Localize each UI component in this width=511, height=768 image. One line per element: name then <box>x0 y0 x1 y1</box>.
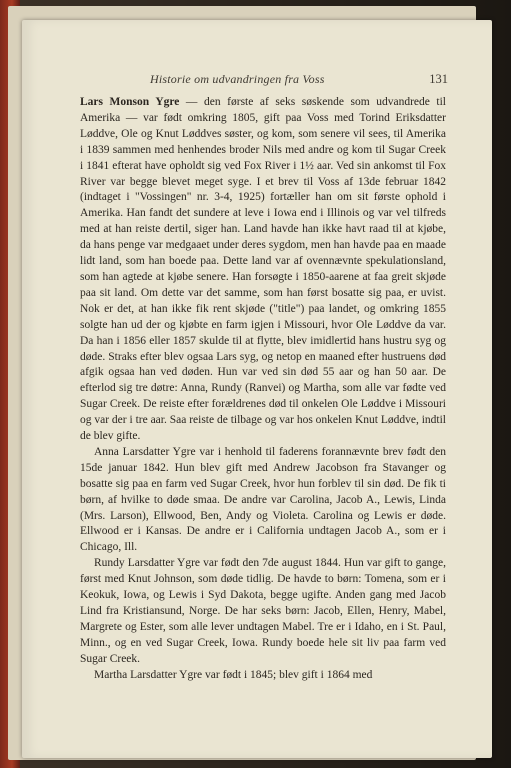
paragraph <box>80 95 446 445</box>
paragraph-text: Rundy Larsdatter Ygre var født den 7de august 1844. Hun var gift to gange, først med Knut Johnson, som døde tidlig. De havde to børn: Tomena, som er i Keokuk, Iowa, og Lewis i Syd Dakota, begge ugifte. Anden gang med Jacob Lind fra Kristiansund, Norge. De har seks børn: Jacob, Ellen, Henry, Mabel, Margrete og Ester, som alle lever undtagen Mabel. Tre er i Idaho, en i St. Paul, Minn., og en ved Sugar Creek, Iowa. Rundy boede hele sit liv paa farm ved Sugar Creek. <box>80 557 446 665</box>
paragraph <box>80 445 446 556</box>
page-number: 131 <box>429 72 448 86</box>
paragraph <box>80 556 446 667</box>
running-head: Historie om udvandringen fra Voss <box>150 72 325 86</box>
paragraph-text: — den første af seks søskende som udvandrede til Amerika — var født omkring 1805, gift paa Voss med Torind Eriksdatter Løddve, Ole og Knut Løddves søster, og kom, som senere vil sees, til Amerika i 1839 sammen med henhendes broder Nils med andre og kom til Sugar Creek i 1841 efterat have opholdt sig ved Fox River i 1½ aar. Ved sin ankomst til Fox River var begge blevet meget syge. I et brev til Voss af 13de februar 1842 (indtaget i "Vossingen" nr. 3-4, 1925) fortæller han om sit første ophold i Amerika. Han fandt det sundere at leve i Iowa end i Illinois og var vel tilfreds med at han reiste dertil, siger han. Land havde han ikke havt raad til at kjøbe, da hans penge var medgaaet under deres sygdom, men han havde paa en maade lidt land, som han boede paa. Dette land var af ovennævnte spekulationsland, som han agtede at kjøbe senere. Han forsøgte i 1850-aarene at faa greit skjøde paa sit land. Om dette var det samme, som han først bosatte sig paa, er uvist. Nok er det, at han ikke fik rent skjøde ("title") paa landet, og omkring 1855 solgte han ud der og kjøbte en farm igjen i Missouri, hvor Ole Løddve da var. Da han i 1856 eller 1857 skulde til at flytte, blev imidlertid hans hustru syg og døde. Straks efter blev ogsaa Lars syg, og netop en maaned efter hustruens død afgik ogsaa han ved døden. Hun var ved sin død 55 aar og han 50 aar. De efterlod sig tre døtre: Anna, Rundy (Ranvei) og Martha, som alle var fødte ved Sugar Creek. De reiste efter forældrenes død til onkelen Ole Løddve i Missouri og var der i tre aar. Saa reiste de tilbage og var hos onkelen Knut Løddve, indtil de blev gifte. <box>80 96 446 443</box>
body-text <box>80 95 446 684</box>
paragraph <box>80 668 446 684</box>
paragraph-text: Martha Larsdatter Ygre var født i 1845; blev gift i 1864 med <box>94 668 373 681</box>
page-header <box>78 72 448 90</box>
paragraph-lead: Lars Monson Ygre <box>80 96 180 108</box>
paragraph-text: Anna Larsdatter Ygre var i henhold til faderens forannævnte brev født den 15de januar 1842. Hun blev gift med Andrew Jacobson fra Stavanger og bosatte sig paa en farm ved Sugar Creek, hvor hun forblev til sin død. De fik ti børn, af hvilke to døde smaa. De andre var Carolina, Jacob A., Lewis, Linda (Mrs. Larson), Ellwood, Ben, Andy og Violeta. Carolina og Lewis er døde. Ellwood er i Kansas. De andre er i California undtagen Jacob A., som er i Chicago, Ill. <box>80 445 446 554</box>
